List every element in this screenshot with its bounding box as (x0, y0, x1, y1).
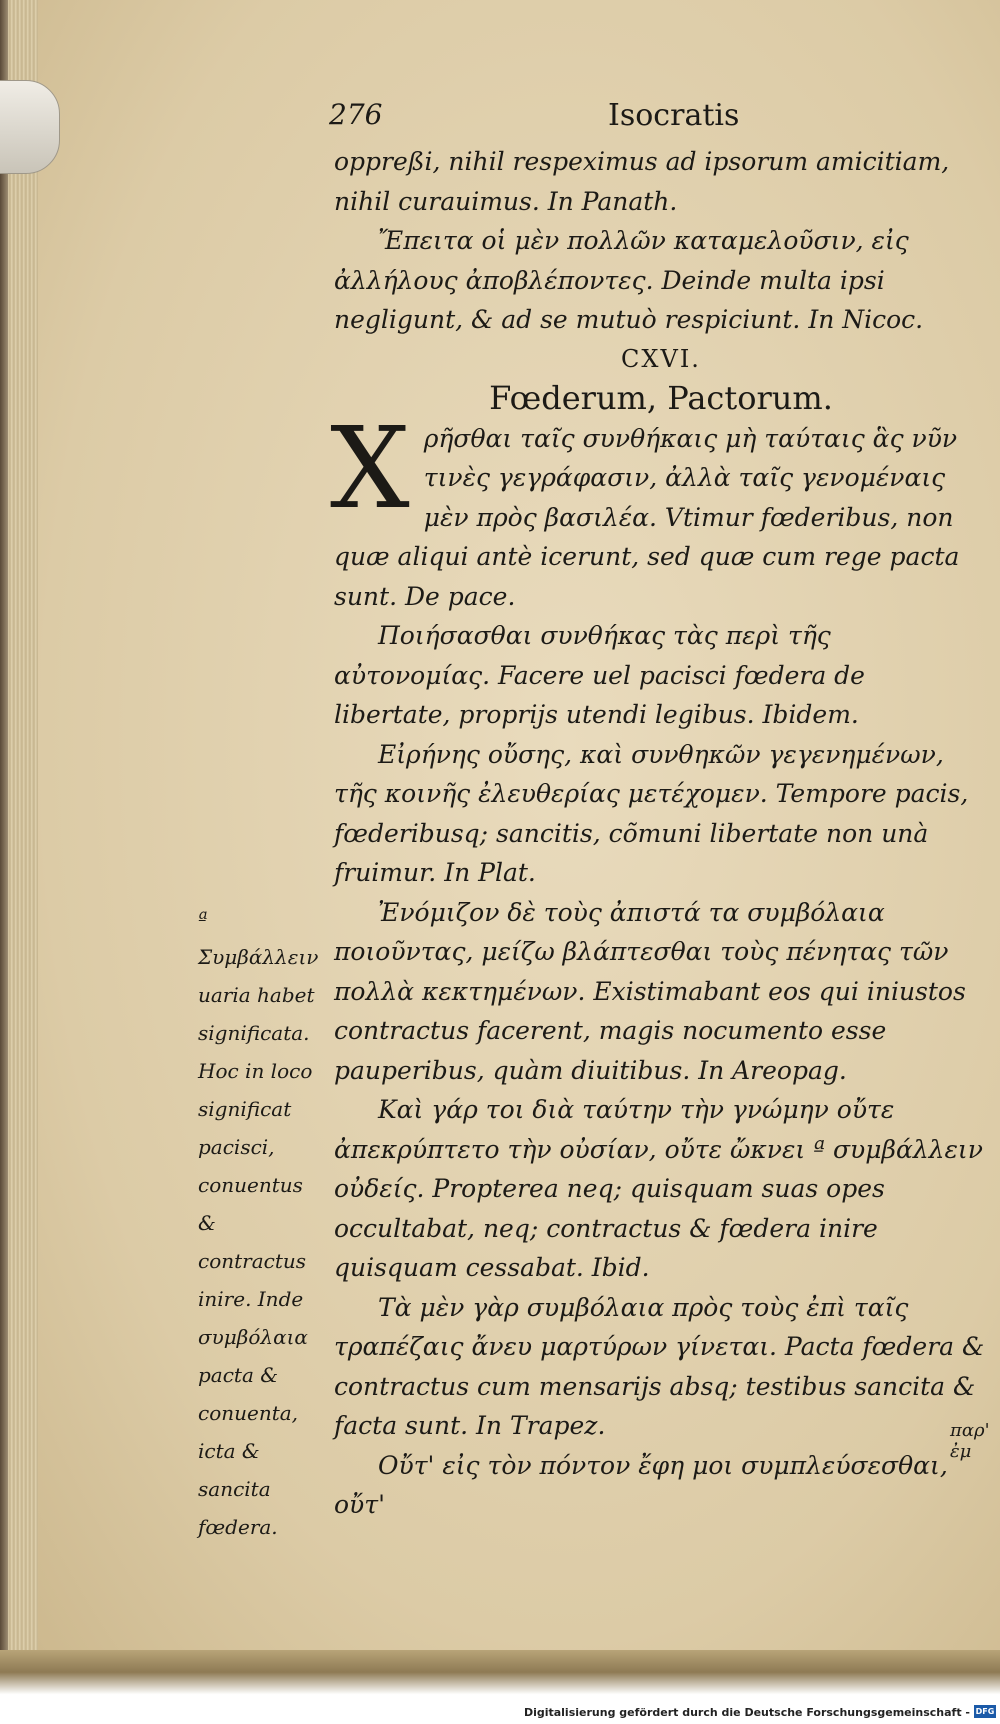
paragraph: Ἔπειτα οἱ μὲν πολλῶν καταμελοῦσιν, εἰς ἀλλήλους ἀποβλέποντες. Deinde multa ipsi negligunt, & ad se mutuò respiciunt. In Nicoc. (334, 226, 924, 334)
book-page (38, 0, 1000, 1650)
page-header (38, 98, 1000, 138)
page-edges (8, 0, 41, 1680)
paragraph: oppreßi, nihil respeximus ad ipsorum amicitiam, nihil curauimus. In Panath. (334, 147, 950, 216)
paragraph: Τὰ μὲν γὰρ συμβόλαια πρὸς τοὺς ἐπὶ ταῖς τραπέζαις ἄνευ μαρτύρων γίνεται. Pacta fœdera & contractus cum mensarijs absq; testibus sancita & facta sunt. In Trapez. (334, 1292, 985, 1440)
running-head: Isocratis (608, 98, 740, 133)
drop-cap-initial: X (330, 403, 410, 534)
paragraph: Εἰρήνης οὔσης, καὶ συνθηκῶν γεγενημένων, τῆς κοινῆς ἐλευθερίας μετέχομεν. Tempore pacis, fœderibusq; sancitis, cõmuni libertate non unà fruimur. In Plat. (334, 739, 969, 887)
catchword: παρ' ἐμ (950, 1420, 990, 1462)
page-clip (0, 80, 60, 174)
footer-credit: Digitalisierung gefördert durch die Deutsche Forschungsgemeinschaft - (523, 1706, 970, 1719)
marginal-note: ª Συμβάλλειν uaria habet significata. Hoc in loco significat pacisci, conuentus & contractus inire. Inde συμβόλαια pacta & conuenta, icta & sancita fœdera. (198, 907, 319, 1539)
paragraph: Ποιήσασθαι συνθήκας τὰς περὶ τῆς αὐτονομίας. Facere uel pacisci fœdera de libertate, proprijs utendi legibus. Ibidem. (334, 621, 865, 729)
paragraph: Ἐνόμιζον δὲ τοὺς ἀπιστά τα συμβόλαια ποιοῦντας, μείζω βλάπτεσθαι τοὺς πένητας τῶν πολλὰ κεκτημένων. Existimabant eos qui iniustos contractus facerent, magis nocumento esse pauperibus, quàm diuitibus. In Areopag. (334, 897, 966, 1085)
section-title: Fœderum, Pactorum. (489, 379, 833, 417)
digitization-footer (0, 1700, 1000, 1724)
paragraph: Οὔτ' εἰς τὸν πόντον ἔφη μοι συμπλεύσεσθαι, οὔτ' (334, 1450, 948, 1519)
section-number: CXVI. (621, 344, 701, 373)
dfg-logo-icon: DFG (975, 1707, 995, 1716)
main-text (330, 142, 988, 1525)
page-number: 276 (329, 98, 383, 131)
paragraph: Καὶ γάρ τοι διὰ ταύτην τὴν γνώμην οὔτε ἀπεκρύπτετο τὴν οὐσίαν, οὔτε ὤκνει ª συμβάλλειν οὐδείς. Propterea neq; quisquam suas opes occultabat, neq; contractus & fœdera inire quisquam cessabat. Ibid. (334, 1095, 983, 1282)
paragraph: ρῆσθαι ταῖς συνθήκαις μὴ ταύταις ἃς νῦν τινὲς γεγράφασιν, ἀλλὰ ταῖς γενομέναις μὲν πρὸς βασιλέα. Vtimur fœderibus, non quæ aliqui antè icerunt, sed quæ cum rege pacta sunt. De pace. (334, 423, 960, 611)
dropcap-paragraph (330, 403, 988, 617)
